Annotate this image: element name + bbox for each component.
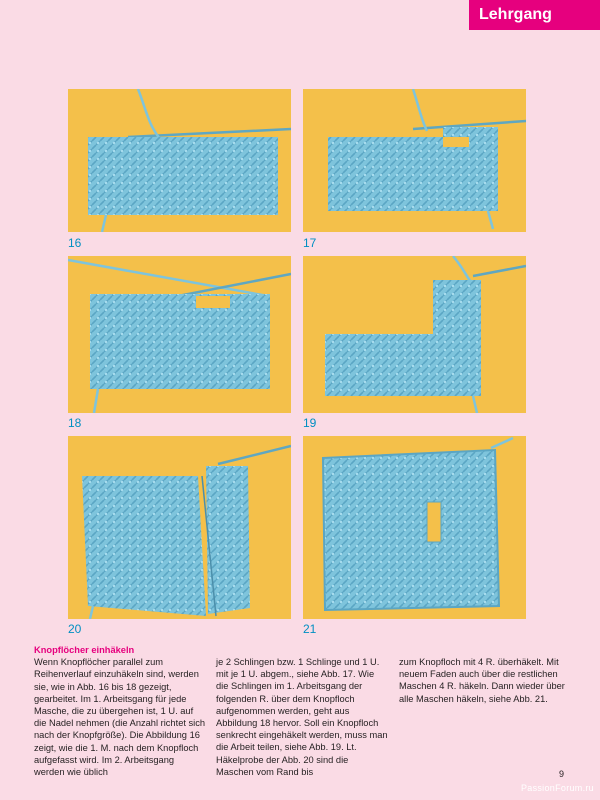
text-column-3 bbox=[399, 656, 571, 705]
text-column-2 bbox=[216, 656, 388, 778]
text-column-1 bbox=[34, 644, 206, 778]
figure-label-20: 20 bbox=[68, 622, 82, 636]
body-text-3: zum Knopfloch mit 4 R. überhäkelt. Mit neuem Faden auch über die restlichen Maschen 4 R. häkeln. Dann wieder über alle Maschen häkeln, siehe Abb. 21. bbox=[399, 657, 565, 704]
body-text-1: Wenn Knopflöcher parallel zum Reihenverlauf einzuhäkeln sind, werden sie, wie in Abb. 16 bis 18 gezeigt, gearbeitet. Im 1. Arbeitsgang für jede Masche, die zu übergehen ist, 1 U. auf die Nadel nehmen (die Anzahl richtet sich nach der Knopfgröße). Die Abbildung 16 zeigt, wie die 1. M. nach dem Knopfloch aufgefasst wird. Im 2. Arbeitsgang werden wie üblich bbox=[34, 657, 206, 778]
photo-figure-17 bbox=[303, 89, 526, 232]
photo-figure-18 bbox=[68, 256, 291, 413]
figure-label-21: 21 bbox=[303, 622, 317, 636]
photo-figure-21 bbox=[303, 436, 526, 619]
section-tag: Lehrgang bbox=[469, 0, 600, 30]
photo-figure-19 bbox=[303, 256, 526, 413]
body-text-2: je 2 Schlingen bzw. 1 Schlinge und 1 U. mit je 1 U. abgem., siehe Abb. 17. Wie die Schlingen im 1. Arbeitsgang der folgenden R. über dem Knopfloch aufgenommen werden, geht aus Abbildung 18 hervor. Soll ein Knopfloch senkrecht eingehäkelt werden, muss man die Arbeit teilen, siehe Abb. 19. Lt. Häkelprobe der Abb. 20 sind die Maschen vom Rand bis bbox=[216, 657, 388, 777]
crochet-swatch-image bbox=[303, 436, 526, 619]
section-heading: Knopflöcher einhäkeln bbox=[34, 645, 135, 655]
photo-figure-20 bbox=[68, 436, 291, 619]
crochet-swatch-image bbox=[68, 436, 291, 619]
figure-label-18: 18 bbox=[68, 416, 82, 430]
figure-label-16: 16 bbox=[68, 236, 82, 250]
crochet-swatch-image bbox=[303, 89, 526, 232]
crochet-swatch-image bbox=[68, 89, 291, 232]
crochet-swatch-image bbox=[303, 256, 526, 413]
page-number: 9 bbox=[559, 769, 565, 779]
crochet-swatch-image bbox=[68, 256, 291, 413]
figure-label-19: 19 bbox=[303, 416, 317, 430]
watermark: PassionForum.ru bbox=[520, 783, 594, 793]
figure-label-17: 17 bbox=[303, 236, 317, 250]
photo-figure-16 bbox=[68, 89, 291, 232]
